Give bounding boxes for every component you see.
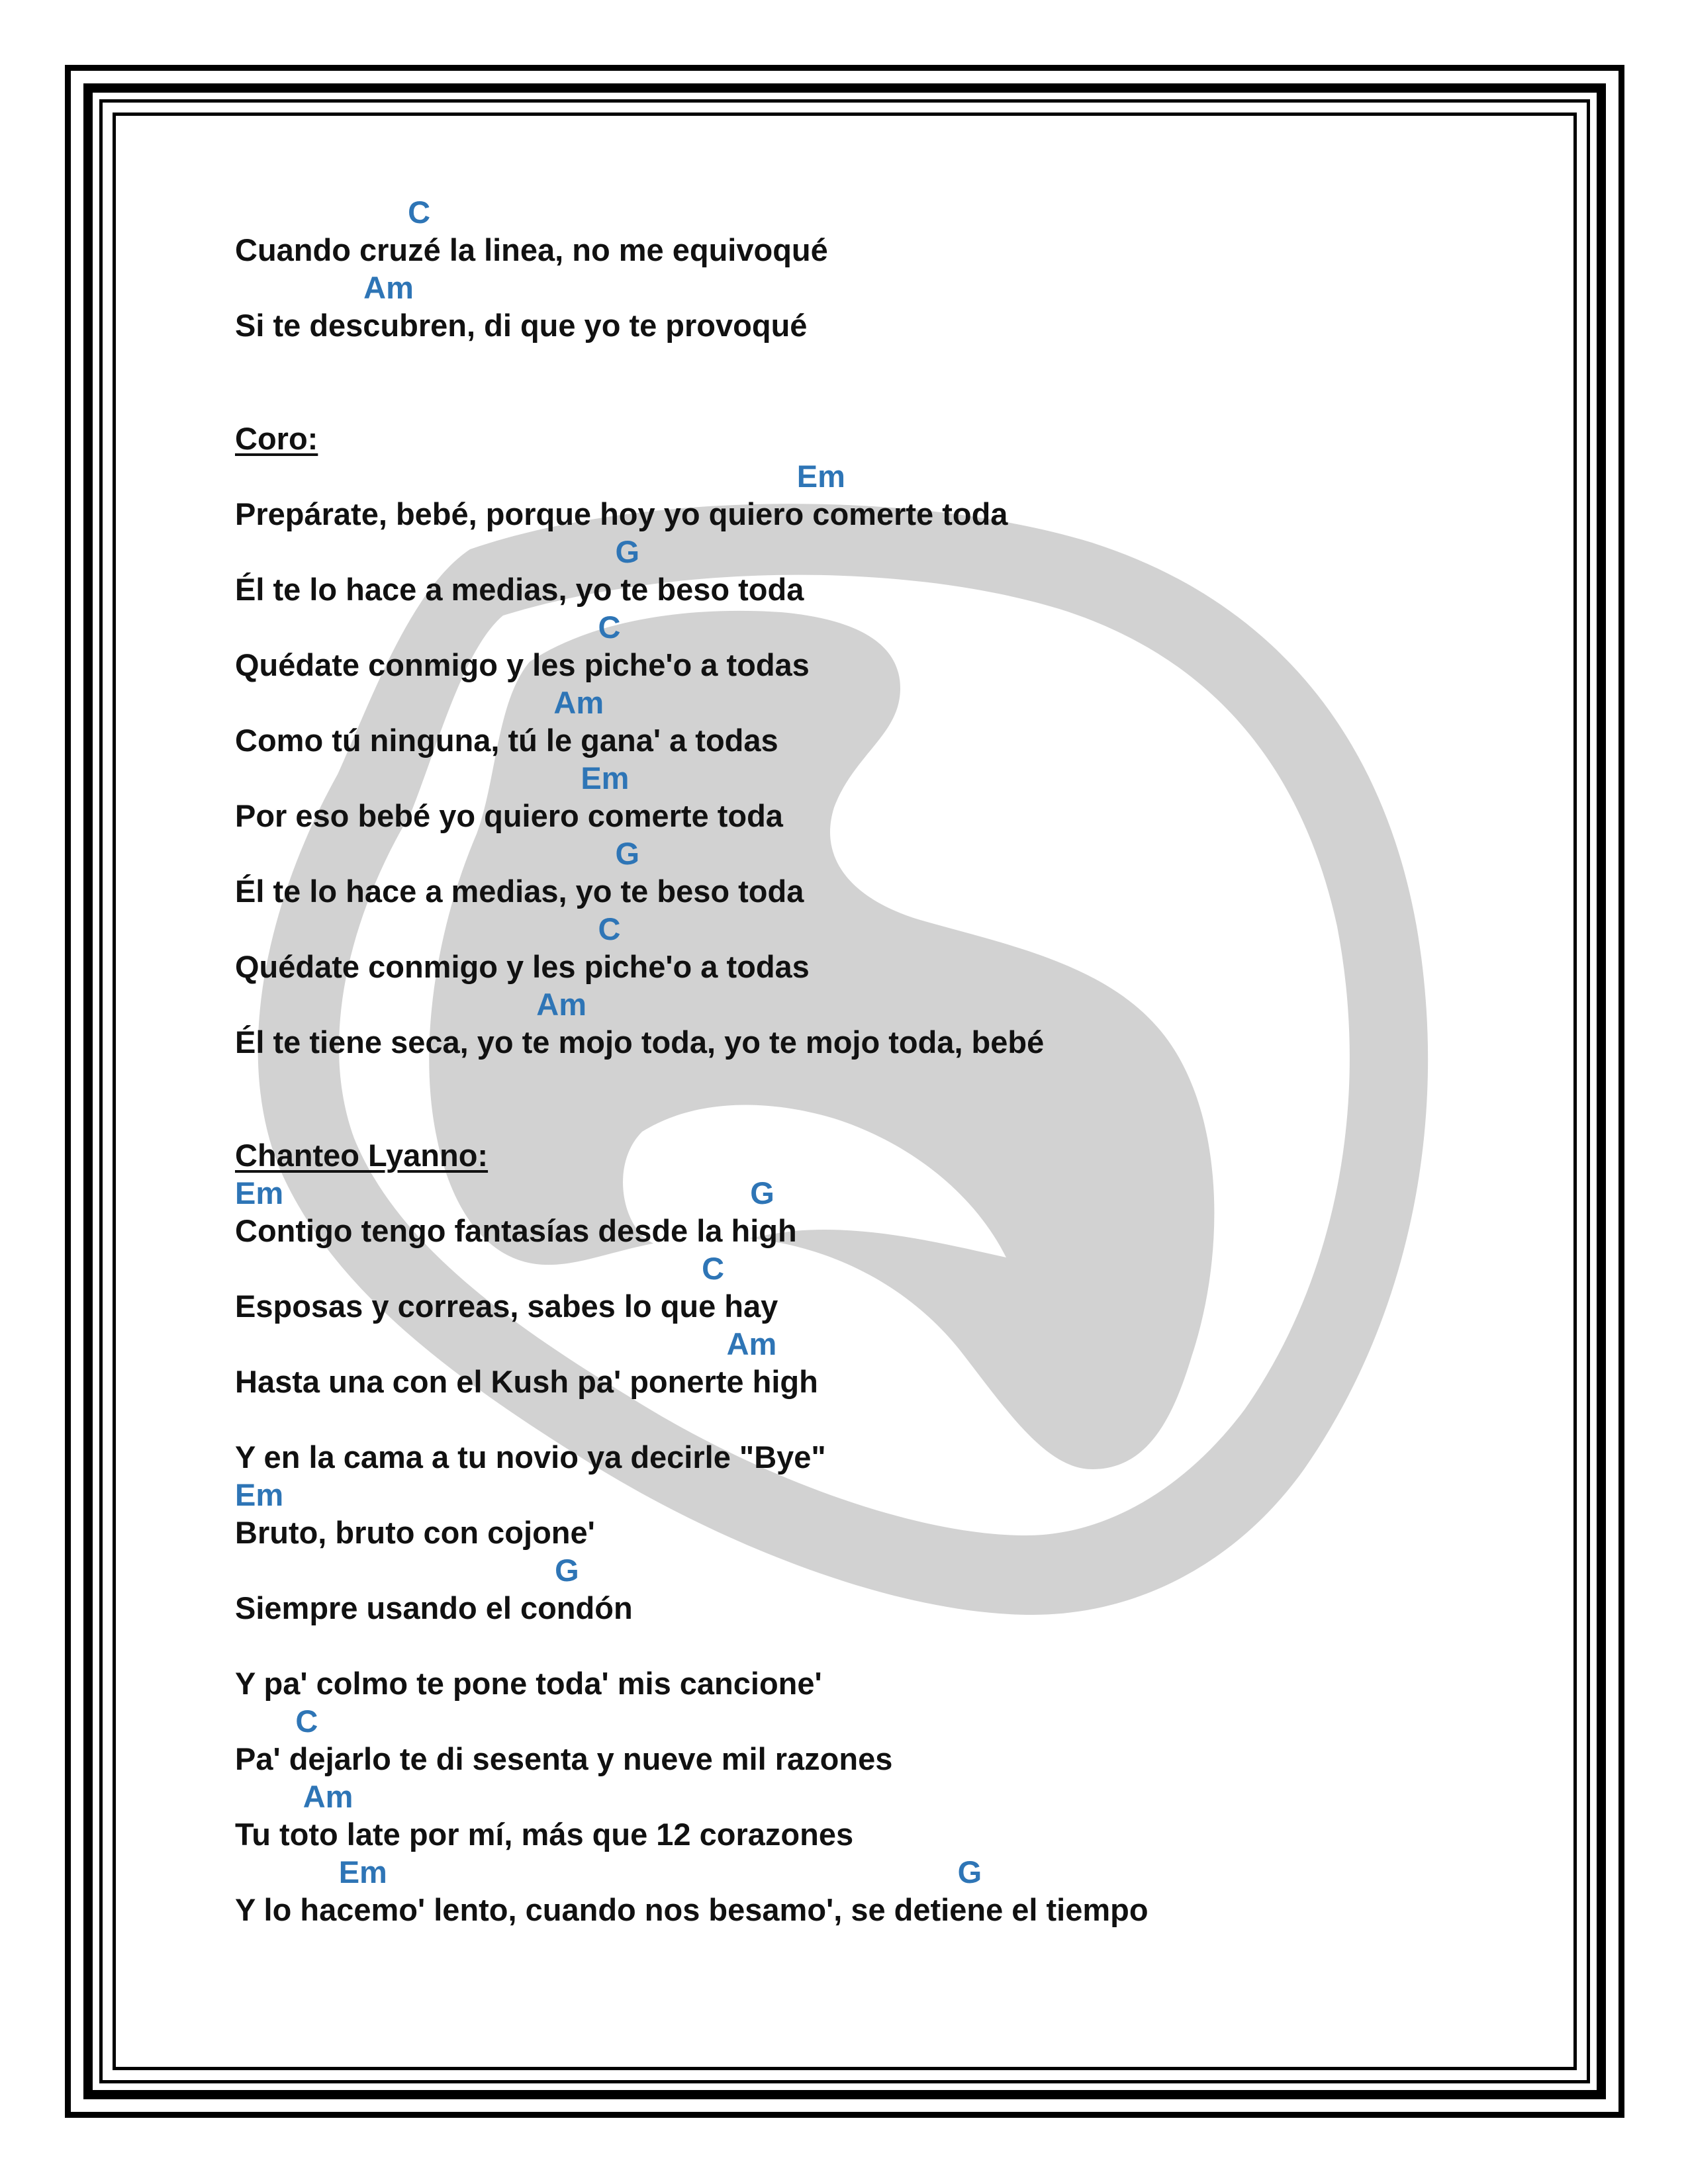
section-gap (235, 382, 1493, 420)
chord-line: Em (235, 1477, 284, 1512)
chord-line (235, 1627, 1493, 1664)
chord-line: Em G (235, 1175, 774, 1210)
lyric-line: Él te tiene seca, yo te mojo toda, yo te mojo toda, bebé (235, 1024, 1045, 1060)
chord-line: C (235, 911, 621, 946)
lyric-line: Esposas y correas, sabes lo que hay (235, 1289, 778, 1324)
lyric-line: Contigo tengo fantasías desde la high (235, 1213, 797, 1248)
section-gap (235, 1099, 1493, 1136)
lyric-line: Él te lo hace a medias, yo te beso toda (235, 874, 804, 909)
lyric-line: Hasta una con el Kush pa' ponerte high (235, 1364, 818, 1399)
chord-line: C (235, 1251, 725, 1286)
lyric-line: Pa' dejarlo te di sesenta y nueve mil razones (235, 1741, 893, 1776)
chord-line: Am (235, 1779, 353, 1814)
lyric-line: Prepárate, bebé, porque hoy yo quiero comerte toda (235, 496, 1008, 531)
lyric-line: Y lo hacemo' lento, cuando nos besamo', se detiene el tiempo (235, 1892, 1149, 1927)
section-gap (235, 344, 1493, 382)
chord-line: Am (235, 685, 604, 720)
chanteo-heading: Chanteo Lyanno: (235, 1138, 489, 1173)
lyric-line: Y pa' colmo te pone toda' mis cancione' (235, 1666, 822, 1701)
chord-line: G (235, 836, 640, 871)
chord-line: G (235, 1553, 579, 1588)
chord-line: Em G (235, 1854, 982, 1889)
lyric-line: Tu toto late por mí, más que 12 corazones (235, 1817, 854, 1852)
lyric-line: Como tú ninguna, tú le gana' a todas (235, 723, 778, 758)
chord-line (235, 1400, 1493, 1438)
chord-line: C (235, 610, 621, 645)
chord-line: Am (235, 1326, 777, 1361)
chord-line: C (235, 1704, 318, 1739)
song-sheet (235, 193, 1493, 1929)
chord-line: Em (235, 760, 630, 796)
chord-line: Em (235, 459, 845, 494)
lyric-line: Quédate conmigo y les piche'o a todas (235, 949, 810, 984)
lyric-line: Bruto, bruto con cojone' (235, 1515, 595, 1550)
lyric-line: Por eso bebé yo quiero comerte toda (235, 798, 783, 833)
chord-line: C (235, 195, 431, 230)
chord-line: Am (235, 987, 587, 1022)
lyric-line: Si te descubren, di que yo te provoqué (235, 308, 808, 343)
lyric-line: Quédate conmigo y les piche'o a todas (235, 647, 810, 682)
lyric-line: Y en la cama a tu novio ya decirle "Bye" (235, 1439, 826, 1475)
lyric-line: Él te lo hace a medias, yo te beso toda (235, 572, 804, 607)
chord-line: G (235, 534, 640, 569)
coro-heading: Coro: (235, 421, 318, 456)
section-gap (235, 1061, 1493, 1099)
chord-line: Am (235, 270, 414, 305)
lyric-line: Cuando cruzé la linea, no me equivoqué (235, 232, 828, 267)
lyric-line: Siempre usando el condón (235, 1590, 633, 1625)
